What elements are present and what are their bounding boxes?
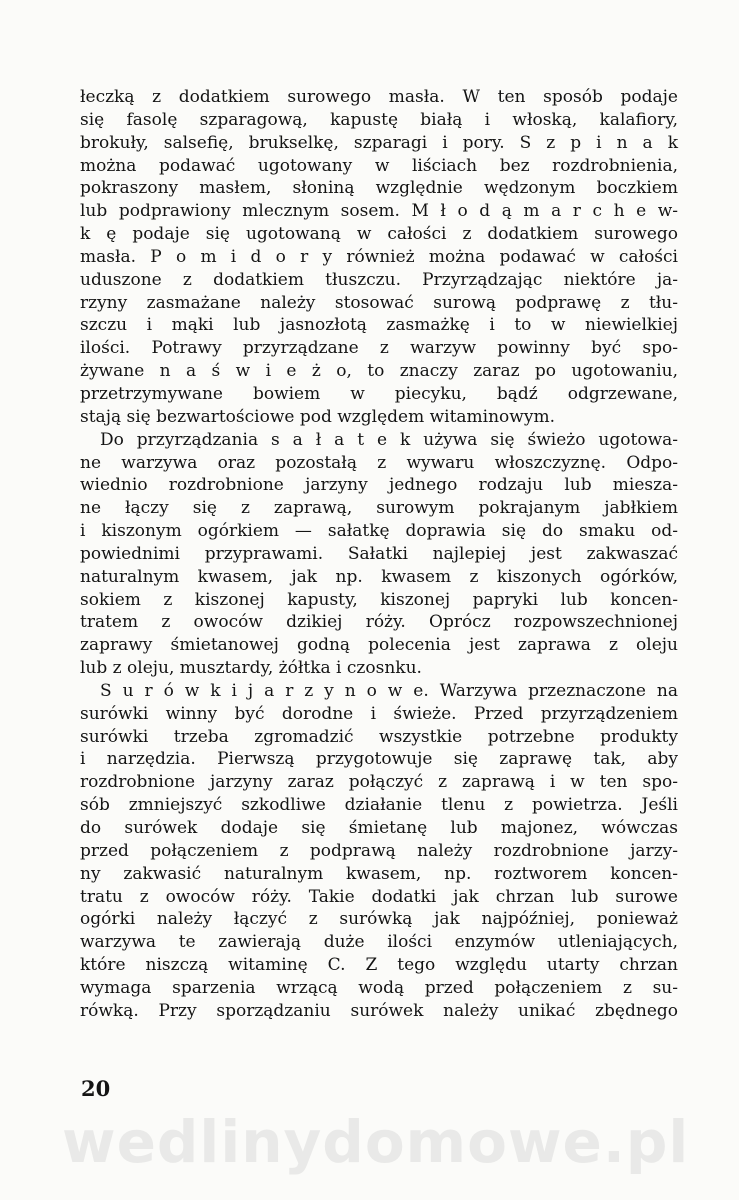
text-line: surówki trzeba zgromadzić wszystkie potrzebne produkty <box>80 726 678 747</box>
text-line: ny zakwasić naturalnym kwasem, np. roztworem koncen- <box>80 863 678 884</box>
text-line: brokuły, salsefię, brukselkę, szparagi i pory. S z p i n a k <box>80 132 678 153</box>
text-line: ilości. Potrawy przyrządzane z warzyw powinny być spo- <box>80 338 678 359</box>
text-line: przetrzymywane bowiem w piecyku, bądź odgrzewane, <box>80 383 678 404</box>
page-number: 20 <box>81 1076 111 1101</box>
text-line: które niszczą witaminę C. Z tego względu utarty chrzan <box>80 955 678 976</box>
text-line: lub podprawiony mlecznym sosem. M ł o d ą m a r c h e w- <box>80 201 678 222</box>
text-line: pokraszony masłem, słoniną względnie wędzonym boczkiem <box>80 178 678 199</box>
text-line: zaprawy śmietanowej godną polecenia jest zaprawa z oleju <box>80 635 678 656</box>
text-line: się fasolę szparagową, kapustę białą i włoską, kalafiory, <box>80 109 678 130</box>
text-line: sób zmniejszyć szkodliwe działanie tlenu z powietrza. Jeśli <box>80 795 678 816</box>
text-line: wymaga sparzenia wrzącą wodą przed połączeniem z su- <box>80 977 678 998</box>
text-line: ogórki należy łączyć z surówką jak najpóźniej, ponieważ <box>80 909 678 930</box>
page-body-text <box>80 86 678 1023</box>
text-line: naturalnym kwasem, jak np. kwasem z kiszonych ogórków, <box>80 566 678 587</box>
text-line: szczu i mąki lub jasnozłotą zasmażkę i to w niewielkiej <box>80 315 678 336</box>
text-line: tratu z owoców róży. Takie dodatki jak chrzan lub surowe <box>80 886 678 907</box>
text-line: i kiszonym ogórkiem — sałatkę doprawia się do smaku od- <box>80 521 678 542</box>
text-line: rówką. Przy sporządzaniu surówek należy unikać zbędnego <box>80 1000 678 1021</box>
text-line: stają się bezwartościowe pod względem witaminowym. <box>80 406 555 427</box>
text-line: rzyny zasmażane należy stosować surową podprawę z tłu- <box>80 292 678 313</box>
text-line: ne łączy się z zaprawą, surowym pokrajanym jabłkiem <box>80 498 678 519</box>
text-line: S u r ó w k i j a r z y n o w e. Warzywa przeznaczone na <box>100 680 678 701</box>
text-line: sokiem z kiszonej kapusty, kiszonej papryki lub koncen- <box>80 589 678 610</box>
text-line: surówki winny być dorodne i świeże. Przed przyrządzeniem <box>80 703 678 724</box>
watermark-logo: wedlinydomowe.pl <box>62 1108 690 1176</box>
text-line: masła. P o m i d o r y również można podawać w całości <box>80 246 678 267</box>
text-line: wiednio rozdrobnione jarzyny jednego rodzaju lub miesza- <box>80 475 678 496</box>
text-line: żywane n a ś w i e ż o, to znaczy zaraz po ugotowaniu, <box>80 361 678 382</box>
text-line: Do przyrządzania s a ł a t e k używa się świeżo ugotowa- <box>100 429 678 450</box>
text-line: rozdrobnione jarzyny zaraz połączyć z zaprawą i w ten spo- <box>80 772 678 793</box>
text-line: tratem z owoców dzikiej róży. Oprócz rozpowszechnionej <box>80 612 678 633</box>
text-line: łeczką z dodatkiem surowego masła. W ten sposób podaje <box>80 87 678 107</box>
text-line: powiednimi przyprawami. Sałatki najlepiej jest zakwaszać <box>80 543 678 564</box>
text-line: do surówek dodaje się śmietanę lub majonez, wówczas <box>80 818 678 838</box>
text-line: i narzędzia. Pierwszą przygotowuje się zaprawę tak, aby <box>80 749 678 770</box>
text-line: k ę podaje się ugotowaną w całości z dodatkiem surowego <box>80 224 678 245</box>
text-line: lub z oleju, musztardy, żółtka i czosnku. <box>80 658 422 679</box>
text-line: przed połączeniem z podprawą należy rozdrobnione jarzy- <box>80 840 678 861</box>
text-line: warzywa te zawierają duże ilości enzymów utleniających, <box>80 932 678 953</box>
text-line: ne warzywa oraz pozostałą z wywaru włoszczyznę. Odpo- <box>80 452 678 473</box>
text-line: uduszone z dodatkiem tłuszczu. Przyrządzając niektóre ja- <box>80 269 678 290</box>
text-line: można podawać ugotowany w liściach bez rozdrobnienia, <box>80 155 678 176</box>
